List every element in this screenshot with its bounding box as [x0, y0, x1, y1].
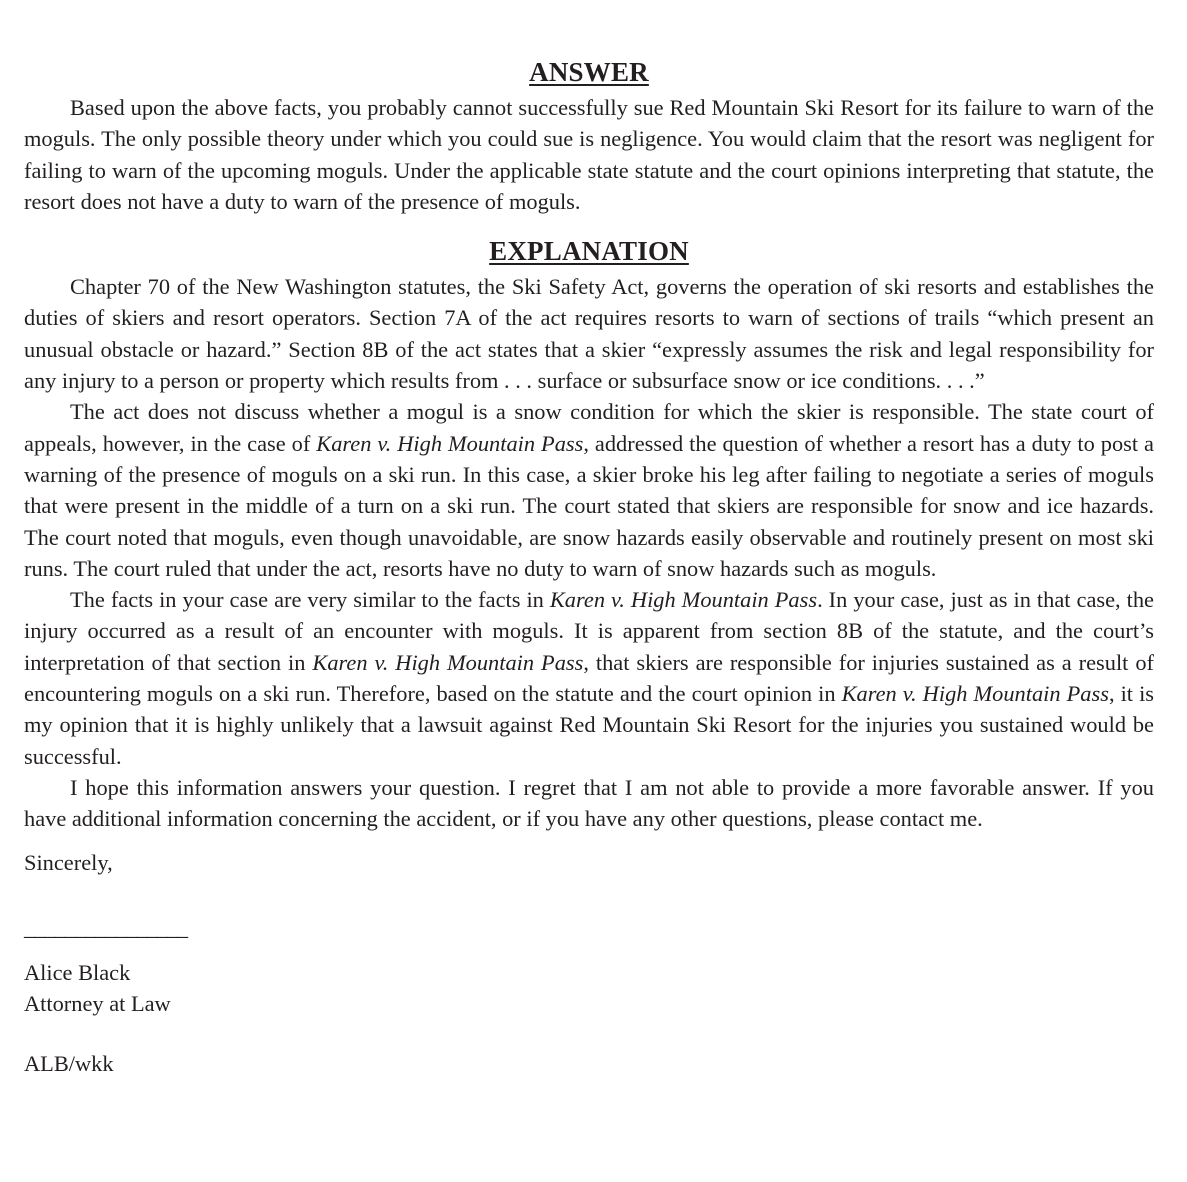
text-span: . In your case, just as in that case, the injury occurred as a result of an encounter with moguls. It is apparent from section 8B of the statute, and the court’s interpretation of that section in — [24, 587, 1154, 675]
case-citation: Karen v. High Mountain Pass — [312, 649, 584, 675]
signature-line: ________________ — [24, 914, 188, 940]
signer-block — [24, 957, 1154, 1020]
text-span: , it is my opinion that it is highly unlikely that a lawsuit against Red Mountain Ski Resort for the injuries you sustained would be successful. — [24, 681, 1155, 769]
text-span: The facts in your case are very similar to the facts in — [70, 587, 550, 613]
explanation-paragraph-2 — [24, 396, 1154, 584]
explanation-paragraph-4: I hope this information answers your question. I regret that I am not able to provide a more favorable answer. If you have additional information concerning the accident, or if you have any other questions, please contact me. — [24, 774, 1154, 832]
explanation-heading: EXPLANATION — [489, 236, 689, 267]
text-span: , addressed the question of whether a resort has a duty to post a warning of the presence of moguls on a ski run. In this case, a skier broke his leg after failing to negotiate a series of moguls that were present in the middle of a turn on a ski run. The court stated that skiers are responsible for snow and ice hazards. The court noted that moguls, even though unavoidable, are snow hazards easily observable and routinely present on most ski runs. The court ruled that under the act, resorts have no duty to warn of snow hazards such as moguls. — [24, 430, 1154, 581]
answer-heading: ANSWER — [529, 57, 649, 87]
signer-name: Alice Black — [24, 960, 131, 986]
case-citation: Karen v. High Mountain Pass — [549, 587, 818, 613]
explanation-paragraph-3 — [24, 584, 1154, 772]
case-citation: Karen v. High Mountain Pass — [316, 430, 584, 456]
explanation-paragraph-1: Chapter 70 of the New Washington statutes, the Ski Safety Act, governs the operation of ski resorts and establishes the duties of skiers and resort operators. Section 7A of the act requires resorts to warn of sections of trails “which present an unusual obstacle or hazard.” Section 8B of the act states that a skier “expressly assumes the risk and legal responsibility for any injury to a person or property which results from . . . surface or subsurface snow or ice conditions. . . .” — [24, 274, 1154, 394]
salutation: Sincerely, — [24, 849, 113, 875]
text-span: The act does not discuss whether a mogul is a snow condition for which the skier is responsible. The state court of appeals, however, in the case of — [24, 399, 1154, 456]
answer-paragraph: Based upon the above facts, you probably cannot successfully sue Red Mountain Ski Resort for its failure to warn of the moguls. The only possible theory under which you could sue is negligence. You would claim that the resort was negligent for failing to warn of the upcoming moguls. Under the applicable state statute and the court opinions interpreting that statute, the resort does not have a duty to warn of the presence of moguls. — [24, 95, 1154, 214]
text-span: , that skiers are responsible for injuries sustained as a result of encountering moguls on a ski run. Therefore, based on the statute and the court opinion in — [24, 649, 1154, 707]
signer-title: Attorney at Law — [24, 991, 171, 1017]
case-citation: Karen v. High Mountain Pass — [841, 681, 1109, 707]
letter-page — [24, 52, 1154, 1079]
reference-initials: ALB/wkk — [24, 1050, 114, 1076]
